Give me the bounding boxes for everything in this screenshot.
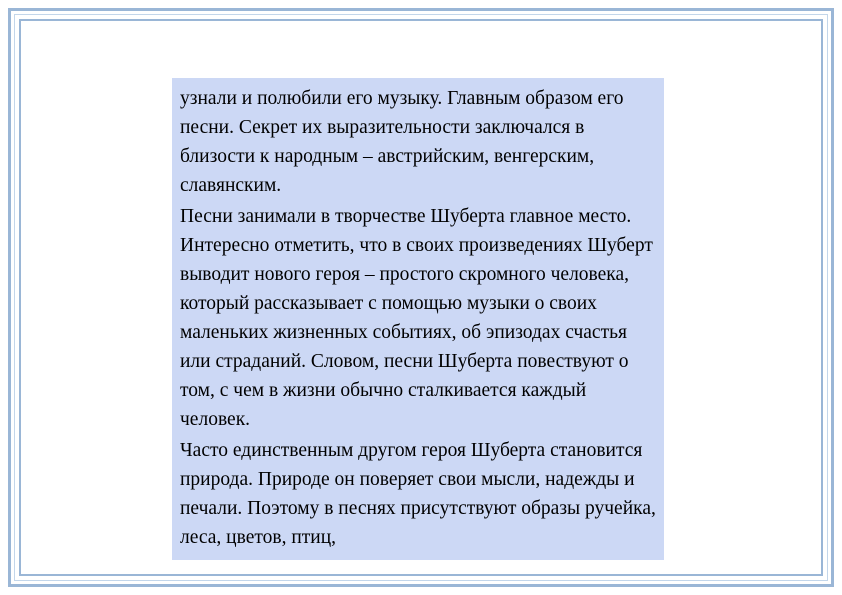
text-content-block [172,78,664,560]
paragraph: Часто единственным другом героя Шуберта становится природа. Природе он поверяет свои мысли, надежды и печали. Поэтому в песнях присутствуют образы ручейка, леса, цветов, птиц, [180,440,656,548]
paragraph: Песни занимали в творчестве Шуберта главное место. Интересно отметить, что в своих произведениях Шуберт выводит нового героя – простого скромного человека, который рассказывает с помощью музыки о своих маленьких жизненных событиях, об эпизодах счастья или страданий. Словом, песни Шуберта повествуют о том, с чем в жизни обычно сталкивается каждый человек. [180,206,653,430]
paragraph: узнали и полюбили его музыку. Главным образом его песни. Секрет их выразительности заключался в близости к народным – австрийским, венгерским, славянским. [180,88,624,196]
